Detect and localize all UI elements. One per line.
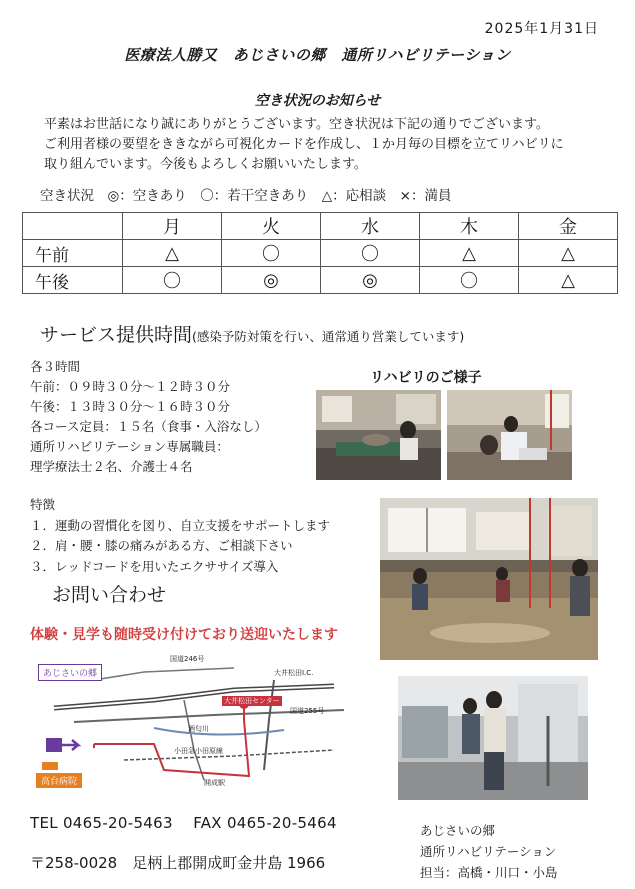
issue-date: 2025年1月31日 (484, 21, 599, 37)
availability-cell: 〇 (123, 267, 222, 294)
staff-block (420, 820, 558, 883)
intro-paragraph (44, 115, 604, 175)
notice-title: 空き状況のお知らせ (254, 93, 381, 109)
table-row (23, 240, 618, 267)
town-center-label: 大井松田センター (224, 697, 280, 705)
access-map (34, 655, 358, 790)
day-header: 火 (222, 213, 321, 240)
service-note: (感染予防対策を行い、通常通り営業しています) (192, 329, 465, 344)
route-255-label: 国道255号 (290, 707, 325, 715)
rehab-photo-1 (316, 390, 441, 480)
availability-legend: 空き状況 ◎：空きあり 〇：若干空きあり △：応相談 ×：満員 (40, 188, 452, 204)
availability-cell: △ (519, 240, 618, 267)
day-header: 金 (519, 213, 618, 240)
contact-heading: お問い合わせ (52, 584, 167, 606)
organization-title: 医療法人勝又 あじさいの郷 通所リハビリテーション (124, 46, 511, 64)
rehab-photo-3 (380, 498, 598, 660)
detail-line: 午前：０９時３０分～１２時３０分 (30, 379, 231, 394)
detail-line: 午後：１３時３０分～１６時３０分 (30, 399, 231, 414)
service-hours-heading (40, 320, 464, 347)
availability-cell: △ (123, 240, 222, 267)
features-title: 特徴 (30, 497, 56, 512)
river-label: 酒匂川 (188, 725, 209, 733)
trial-note: 体験・見学も随時受け付けており送迎いたします (30, 627, 338, 643)
route-246-label: 国道246号 (170, 655, 205, 663)
day-header: 水 (321, 213, 420, 240)
table-corner-cell (23, 213, 123, 240)
feature-item: ３．レッドコードを用いたエクササイズ導入 (30, 558, 279, 574)
row-label: 午後 (23, 267, 123, 294)
staff-department: 通所リハビリテーション (420, 844, 557, 859)
availability-cell: 〇 (321, 240, 420, 267)
postal-address: 〒258-0028 足柄上郡開成町金井島 1966 (30, 854, 326, 872)
row-label: 午前 (23, 240, 123, 267)
table-row (23, 267, 618, 294)
intro-line: 平素はお世話になり誠にありがとうございます。空き状況は下記の通りでございます。 (44, 117, 549, 132)
availability-cell: ◎ (321, 267, 420, 294)
feature-item: １．運動の習慣化を図り、自立支援をサポートします (30, 517, 331, 533)
ic-label: 大井松田I.C. (274, 669, 314, 677)
station-label: 開成駅 (204, 779, 225, 787)
facility-map-label: あじさいの郷 (38, 664, 102, 681)
detail-line: 理学療法士２名、介護士４名 (30, 459, 193, 474)
availability-cell: ◎ (222, 267, 321, 294)
photo-caption: リハビリのご様子 (370, 370, 482, 386)
detail-line: 各３時間 (30, 359, 81, 374)
staff-facility: あじさいの郷 (420, 823, 496, 838)
availability-cell: 〇 (222, 240, 321, 267)
intro-line: ご利用者様の要望をききながら可視化カードを作成し、１か月毎の目標を立てリハビリに (44, 137, 564, 152)
day-header: 月 (123, 213, 222, 240)
service-details (30, 357, 360, 477)
rehab-photo-4 (398, 676, 588, 800)
detail-line: 通所リハビリテーション専属職員： (30, 439, 229, 454)
day-header: 木 (420, 213, 519, 240)
feature-item: ２．肩・腰・膝の痛みがある方、ご相談下さい (30, 538, 293, 553)
staff-contacts: 担当：高橋・川口・小島 (420, 865, 558, 880)
availability-cell: 〇 (420, 267, 519, 294)
rail-label: 小田急小田原線 (174, 747, 223, 755)
availability-cell: △ (519, 267, 618, 294)
rehab-photo-2 (447, 390, 572, 480)
service-title: サービス提供時間 (40, 324, 193, 346)
hospital-map-label: 高台病院 (36, 773, 82, 788)
phone-fax: TEL 0465-20-5463 FAX 0465-20-5464 (30, 814, 337, 832)
availability-cell: △ (420, 240, 519, 267)
detail-line: 各コース定員：１５名（食事・入浴なし） (30, 419, 267, 434)
table-header-row (23, 213, 618, 240)
availability-table (22, 212, 618, 294)
features-section (30, 495, 370, 577)
intro-line: 取り組んでいます。今後もよろしくお願いいたします。 (44, 157, 367, 172)
